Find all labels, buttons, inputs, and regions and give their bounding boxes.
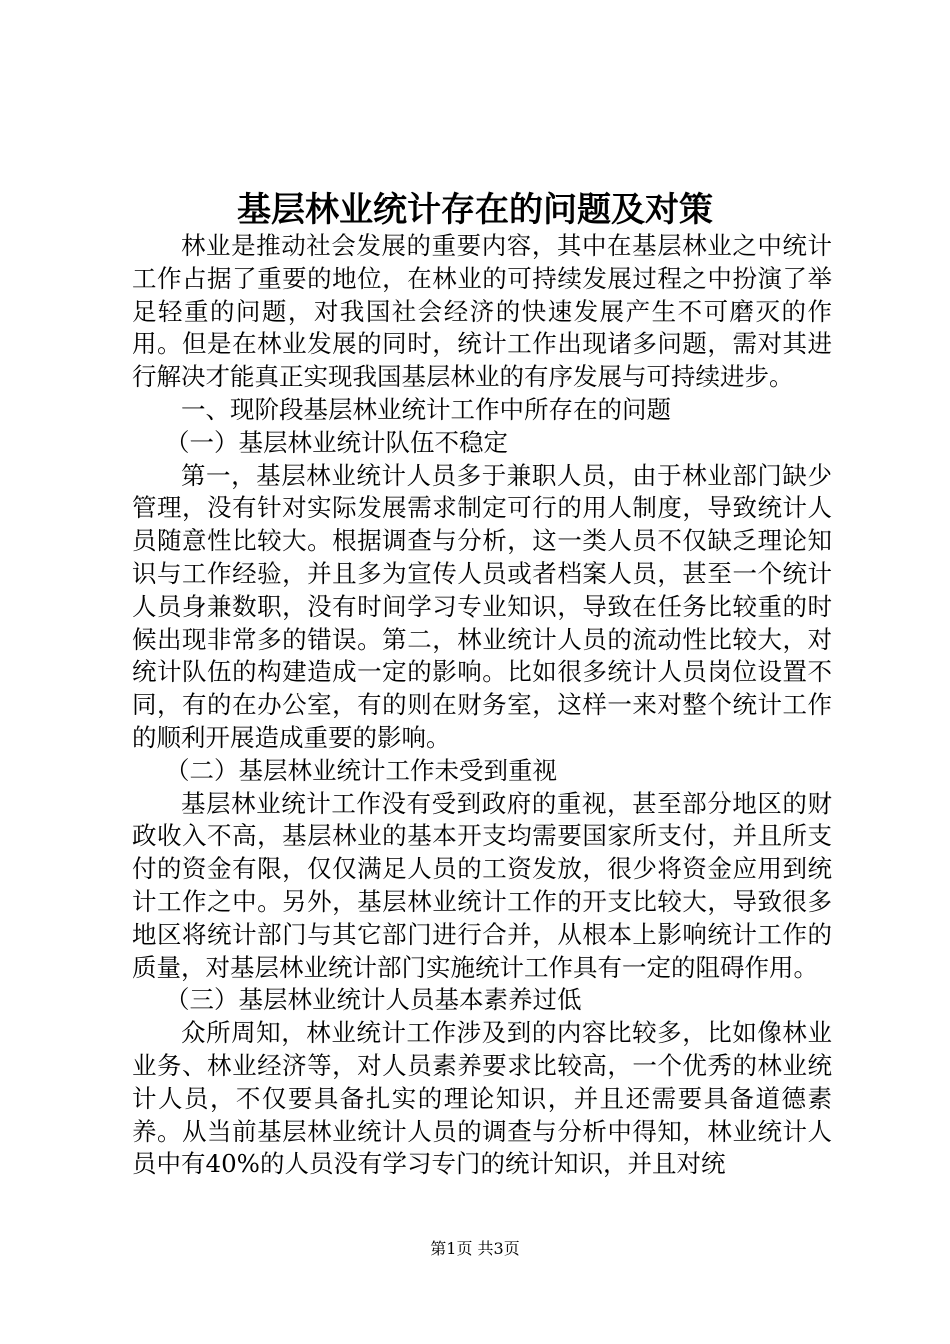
section-heading-1: 一、现阶段基层林业统计工作中所存在的问题 <box>181 394 671 424</box>
subsection-heading-1: （一）基层林业统计队伍不稳定 <box>165 427 508 457</box>
subsection-heading-3: （三）基层林业统计人员基本素养过低 <box>165 985 582 1015</box>
intro-paragraph: 林业是推动社会发展的重要内容，其中在基层林业之中统计工作占据了重要的地位，在林业的可持续发展过程之中扮演了举足轻重的问题，对我国社会经济的快速发展产生不可磨灭的作用。但是在林业发展的同时，统计工作出现诸多问题，需对其进行解决才能真正实现我国基层林业的有序发展与可持续进步。 <box>132 231 832 392</box>
subsection-body-3: 众所周知，林业统计工作涉及到的内容比较多，比如像林业业务、林业经济等，对人员素养要求比较高，一个优秀的林业统计人员，不仅要具备扎实的理论知识，并且还需要具备道德素养。从当前基层林业统计人员的调查与分析中得知，林业统计人员中有40%的人员没有学习专门的统计知识，并且对统 <box>132 1018 832 1179</box>
subsection-heading-2: （二）基层林业统计工作未受到重视 <box>165 755 557 785</box>
subsection-body-2: 基层林业统计工作没有受到政府的重视，甚至部分地区的财政收入不高，基层林业的基本开支均需要国家所支付，并且所支付的资金有限，仅仅满足人员的工资发放，很少将资金应用到统计工作之中。另外，基层林业统计工作的开支比较大，导致很多地区将统计部门与其它部门进行合并，从根本上影响统计工作的质量，对基层林业统计部门实施统计工作具有一定的阻碍作用。 <box>132 788 832 982</box>
page-footer: 第1页 共3页 <box>430 1239 520 1258</box>
document-title: 基层林业统计存在的问题及对策 <box>237 190 713 230</box>
document-body <box>132 230 832 1181</box>
subsection-body-1: 第一，基层林业统计人员多于兼职人员，由于林业部门缺少管理，没有针对实际发展需求制定可行的用人制度，导致统计人员随意性比较大。根据调查与分析，这一类人员不仅缺乏理论知识与工作经验，并且多为宣传人员或者档案人员，甚至一个统计人员身兼数职，没有时间学习专业知识，导致在任务比较重的时候出现非常多的错误。第二，林业统计人员的流动性比较大，对统计队伍的构建造成一定的影响。比如很多统计人员岗位设置不同，有的在办公室，有的则在财务室，这样一来对整个统计工作的顺利开展造成重要的影响。 <box>132 460 832 752</box>
